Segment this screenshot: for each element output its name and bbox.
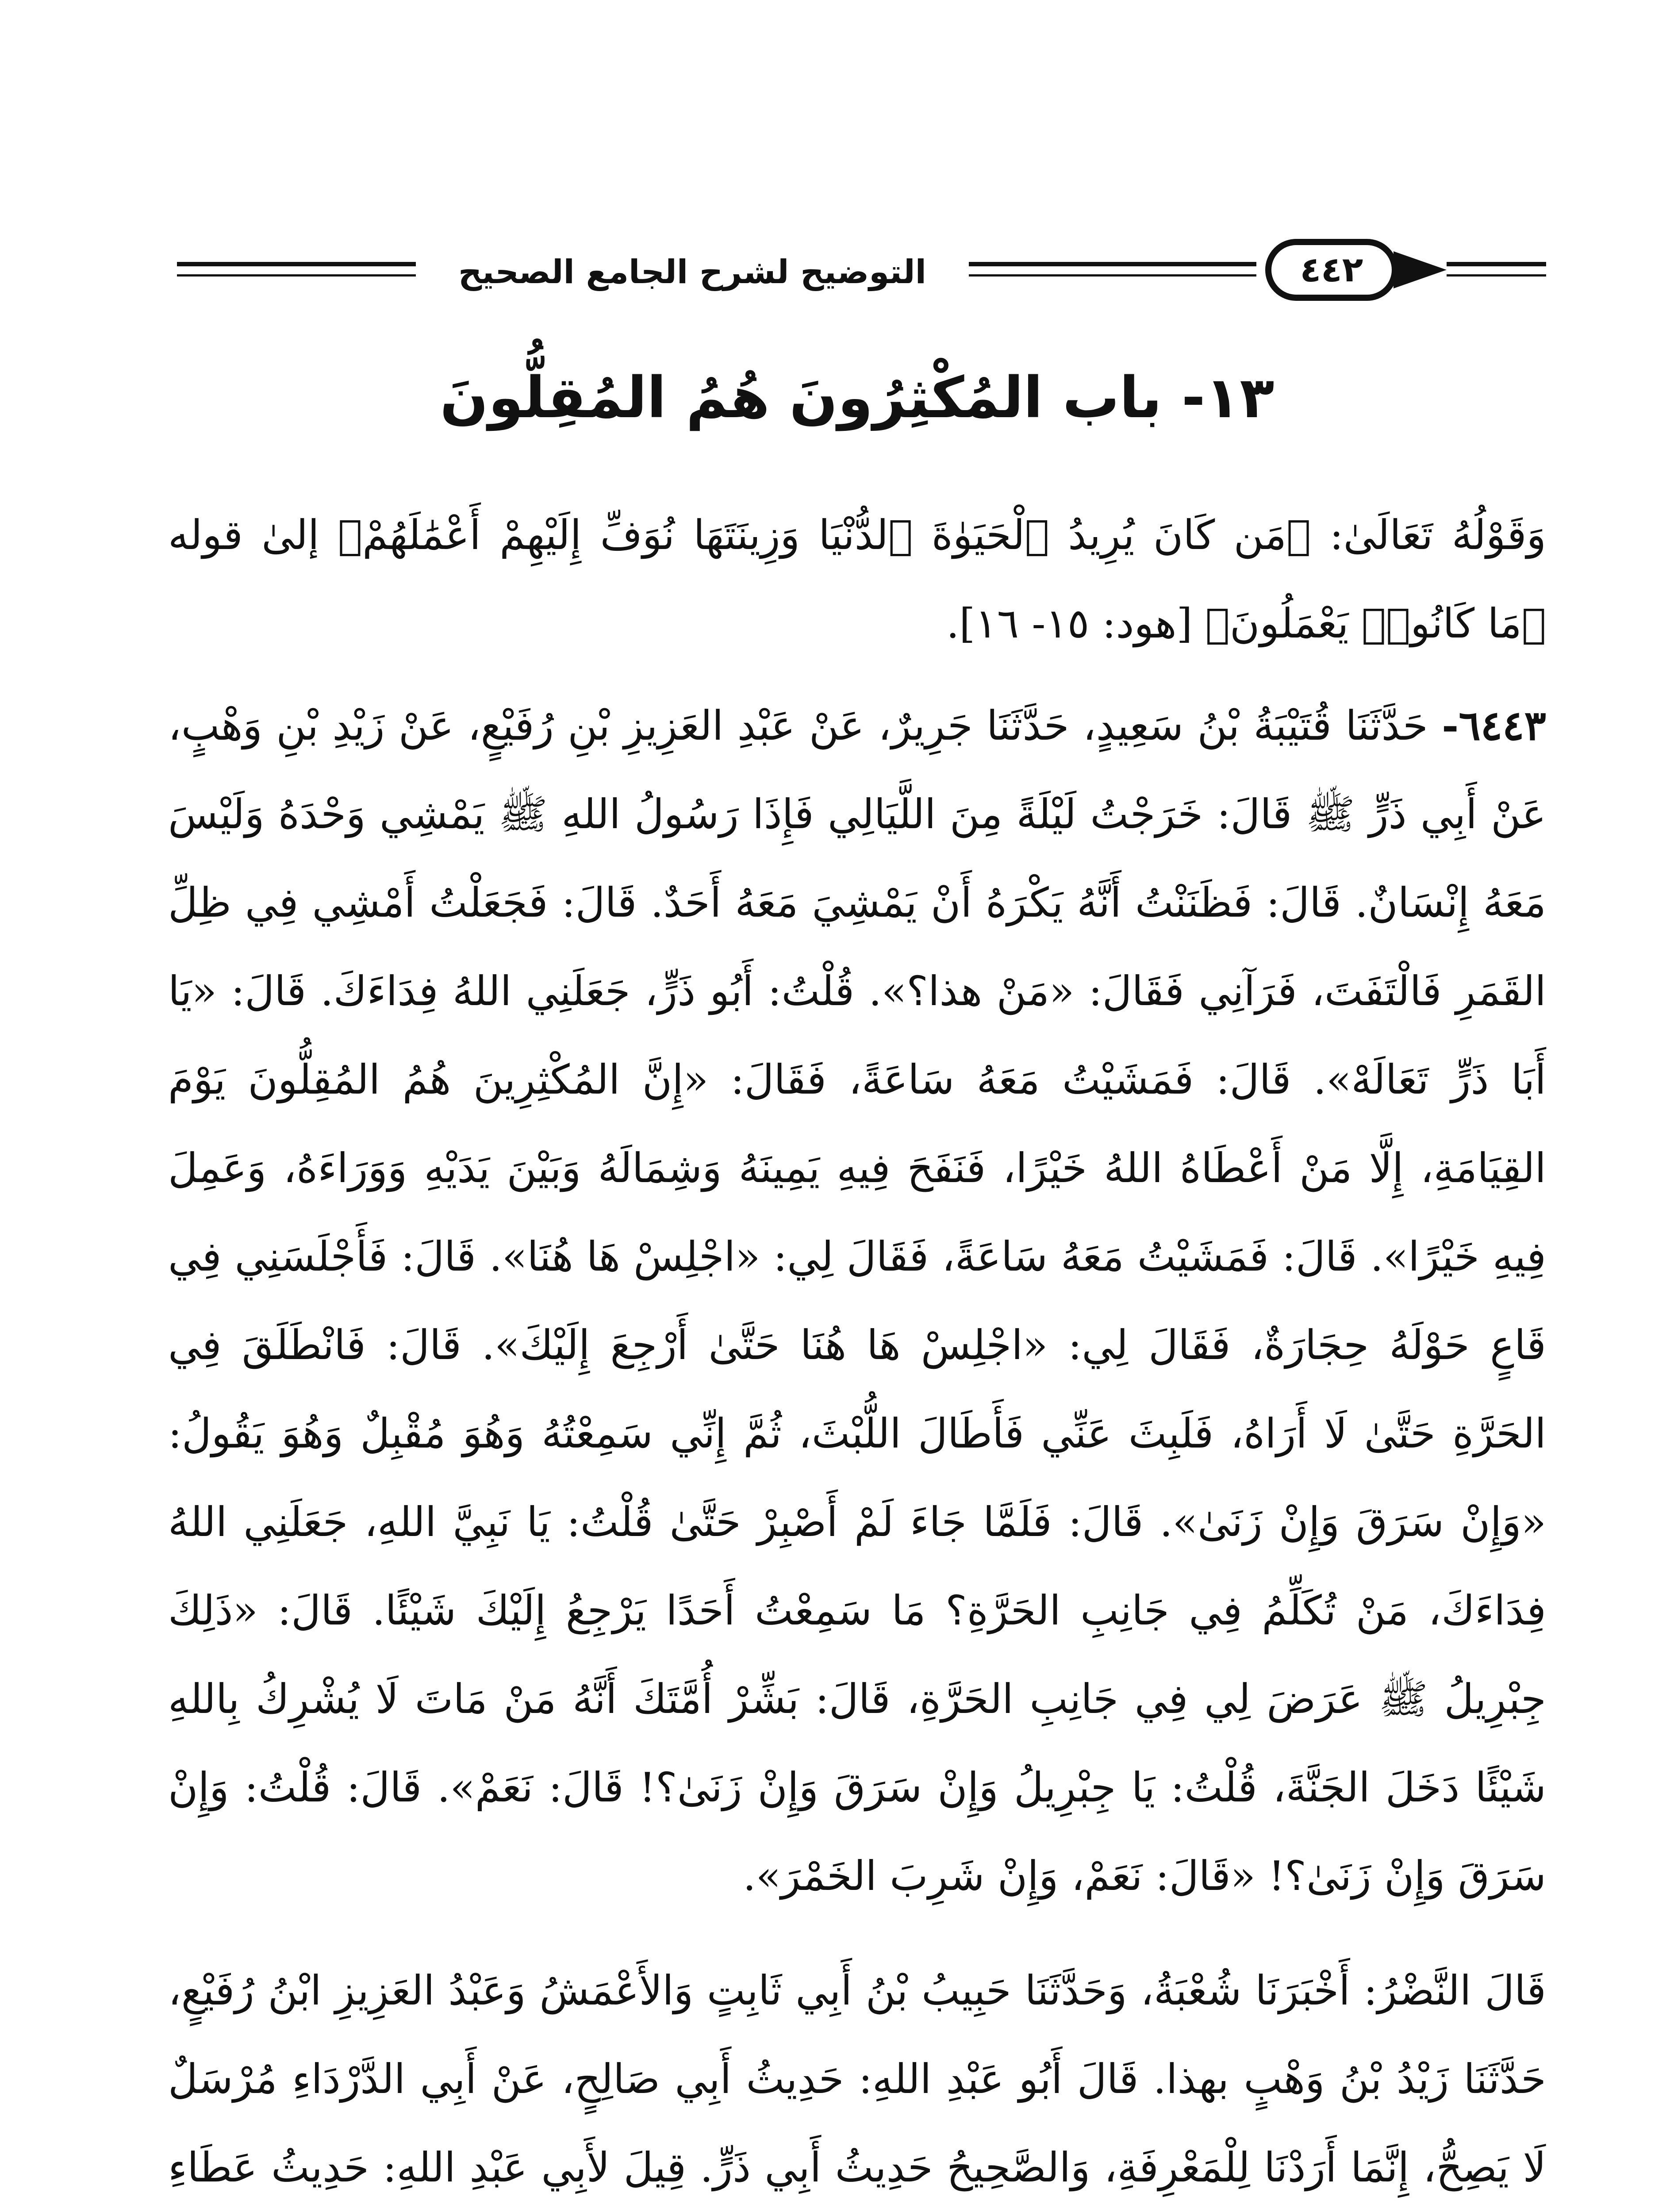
header-rule-middle-bottom [969, 274, 1256, 276]
commentary-text: قَالَ النَّضْرُ: أَخْبَرَنَا شُعْبَةُ، وَحَدَّثَنَا حَبِيبُ بْنُ أَبِي ثَابِتٍ وَالأَعْمَشُ وَعَبْدُ العَزِيزِ ابْنُ رُفَيْعٍ، حَدَّثَنَا زَيْدُ بْنُ وَهْبٍ بهذا. قَالَ أَبُو عَبْدِ اللهِ: حَدِيثُ أَبِي صَالِحٍ، عَنْ أَبِي الدَّرْدَاءِ مُرْسَلٌ لَا يَصِحُّ، إِنَّمَا أَرَدْنَا لِلْمَعْرِفَةِ، وَالصَّحِيحُ حَدِيثُ أَبِي ذَرٍّ. قِيلَ لأَبِي عَبْدِ اللهِ: حَدِيثُ عَطَاءِ [168, 1967, 1546, 2191]
chapter-title: ١٣- باب المُكْثِرُونَ هُمُ المُقِلُّونَ [440, 365, 1275, 431]
header-rule-left-bottom [177, 274, 416, 276]
header-rule-middle-top [969, 262, 1256, 266]
hadith-number: ٦٤٤٣- [1442, 702, 1546, 749]
running-title: التوضيح لشرح الجامع الصحيح [458, 253, 927, 291]
header-rule-right-top [1447, 262, 1546, 266]
badge-arrow-icon [1394, 251, 1447, 288]
page-number-badge [1265, 230, 1447, 310]
header-rule-left-top [177, 262, 416, 266]
hadith-text: حَدَّثَنَا قُتَيْبَةُ بْنُ سَعِيدٍ، حَدَّثَنَا جَرِيرٌ، عَنْ عَبْدِ العَزِيزِ بْنِ رُفَيْعٍ، عَنْ زَيْدِ بْنِ وَهْبٍ، عَنْ أَبِي ذَرٍّ ﷺ قَالَ: خَرَجْتُ لَيْلَةً مِنَ اللَّيَالِي فَإِذَا رَسُولُ اللهِ ﷺ يَمْشِي وَحْدَهُ وَلَيْسَ مَعَهُ إِنْسَانٌ. قَالَ: فَظَنَنْتُ أَنَّهُ يَكْرَهُ أَنْ يَمْشِيَ مَعَهُ أَحَدٌ. قَالَ: فَجَعَلْتُ أَمْشِي فِي ظِلِّ القَمَرِ فَالْتَفَتَ، فَرَآنِي فَقَالَ: «مَنْ هذا؟». قُلْتُ: أَبُو ذَرٍّ، جَعَلَنِي اللهُ فِدَاءَكَ. قَالَ: «يَا أَبَا ذَرٍّ تَعَالَهْ». قَالَ: فَمَشَيْتُ مَعَهُ سَاعَةً، فَقَالَ: «إِنَّ المُكْثِرِينَ هُمُ المُقِلُّونَ يَوْمَ القِيَامَةِ، إِلَّا مَنْ أَعْطَاهُ اللهُ خَيْرًا، فَنَفَحَ فِيهِ يَمِينَهُ وَشِمَالَهُ وَبَيْنَ يَدَيْهِ وَوَرَاءَهُ، وَعَمِلَ فِيهِ خَيْرًا». قَالَ: فَمَشَيْتُ مَعَهُ سَاعَةً، فَقَالَ لِي: «اجْلِسْ هَا هُنَا». قَالَ: فَأَجْلَسَنِي فِي قَاعٍ حَوْلَهُ حِجَارَةٌ، فَقَالَ لِي: «اجْلِسْ هَا هُنَا حَتَّىٰ أَرْجِعَ إِلَيْكَ». قَالَ: فَانْطَلَقَ فِي الحَرَّةِ حَتَّىٰ لَا أَرَاهُ، فَلَبِثَ عَنِّي فَأَطَالَ اللُّبْثَ، ثُمَّ إِنِّي سَمِعْتُهُ وَهُوَ مُقْبِلٌ وَهُوَ يَقُولُ: «وَإِنْ سَرَقَ وَإِنْ زَنَىٰ». قَالَ: فَلَمَّا جَاءَ لَمْ أَصْبِرْ حَتَّىٰ قُلْتُ: يَا نَبِيَّ اللهِ، جَعَلَنِي اللهُ فِدَاءَكَ، مَنْ تُكَلِّمُ فِي جَانِبِ الحَرَّةِ؟ مَا سَمِعْتُ أَحَدًا يَرْجِعُ إِلَيْكَ شَيْئًا. قَالَ: «ذَلِكَ جِبْرِيلُ ﷺ عَرَضَ لِي فِي جَانِبِ الحَرَّةِ، قَالَ: بَشِّرْ أُمَّتَكَ أَنَّهُ مَنْ مَاتَ لَا يُشْرِكُ بِاللهِ شَيْئًا دَخَلَ الجَنَّةَ، قُلْتُ: يَا جِبْرِيلُ وَإِنْ سَرَقَ وَإِنْ زَنَىٰ؟! قَالَ: نَعَمْ». قَالَ: قُلْتُ: وَإِنْ سَرَقَ وَإِنْ زَنَىٰ؟! «قَالَ: نَعَمْ، وَإِنْ شَرِبَ الخَمْرَ». [168, 702, 1547, 1900]
page-header [168, 230, 1546, 319]
commentary-paragraph [168, 1947, 1546, 2212]
header-rule-right-bottom [1447, 274, 1546, 276]
verse-paragraph: وَقَوْلُهُ تَعَالَىٰ: ﴿مَن كَانَ يُرِيدُ ٱلْحَيَوٰةَ ٱلدُّنْيَا وَزِينَتَهَا نُوَفِّ إِلَيْهِمْ أَعْمَٰلَهُمْ﴾ إلىٰ قوله ﴿مَا كَانُوا۟ يَعْمَلُونَ﴾ [هود: ١٥- ١٦]. [168, 511, 1546, 647]
page-number: ٤٤٢ [1265, 239, 1398, 301]
hadith-paragraph [168, 681, 1546, 1920]
